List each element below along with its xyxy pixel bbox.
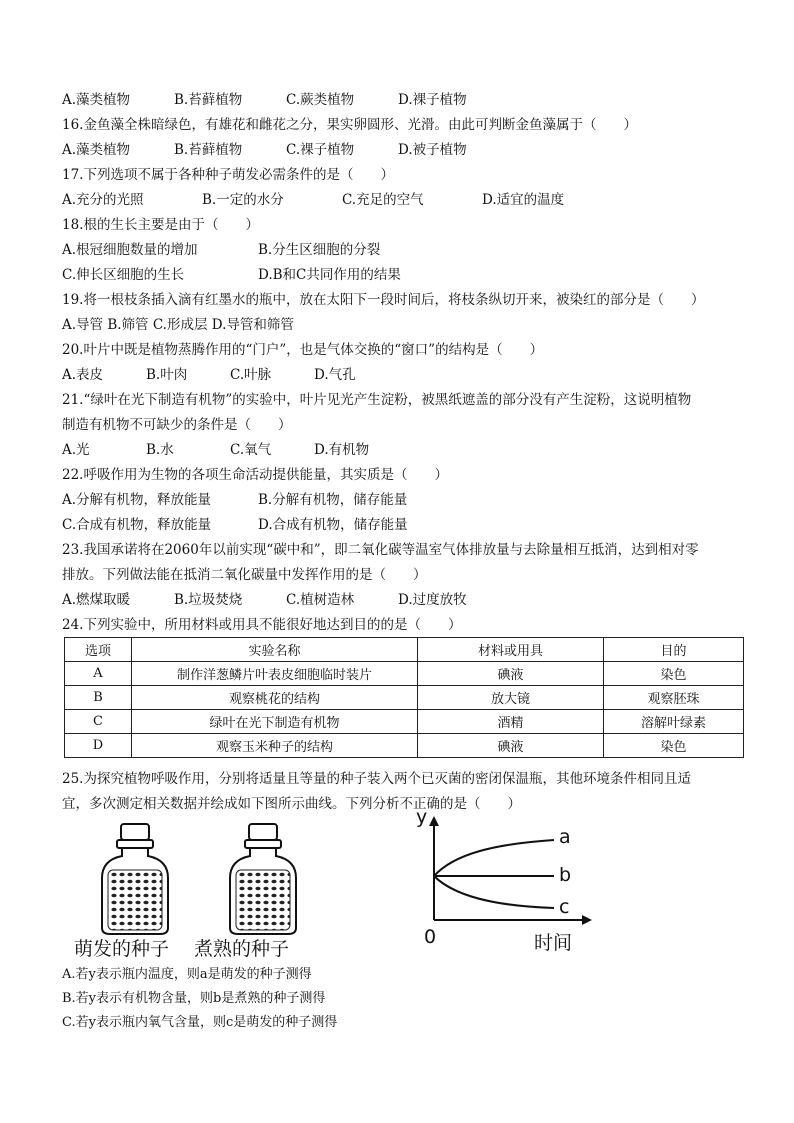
cell-option: D [65, 734, 132, 758]
bottles-figure [62, 822, 322, 962]
cell-purpose: 染色 [604, 734, 744, 758]
curve-c-label: c [559, 896, 570, 918]
curve-a [434, 840, 554, 876]
bottle-germinating-label: 萌发的种子 [74, 938, 170, 960]
q24-stem: 24.下列实验中，所用材料或用具不能很好地达到目的的是（ ） [62, 617, 462, 633]
q15-options [62, 91, 467, 109]
q25-option-b: B.若y表示有机物含量，则b是煮熟的种子测得 [62, 991, 326, 1006]
q19-stem: 19.将一根枝条插入滴有红墨水的瓶中，放在太阳下一段时间后，将枝条纵切开来，被染红的部分是（ ） [62, 292, 705, 308]
table-row [65, 686, 744, 710]
q23-stem: 23.我国承诺将在2060年以前实现“碳中和”，即二氧化碳等温室气体排放量与去除量相互抵消，达到相对零 [62, 542, 699, 558]
option-d: D.合成有机物，储存能量 [258, 517, 408, 533]
option-d: D.过度放牧 [398, 592, 467, 608]
table-row [65, 734, 744, 758]
cell-experiment: 观察桃花的结构 [132, 686, 418, 710]
option-a: A.充分的光照 [62, 192, 144, 208]
cell-purpose: 染色 [604, 662, 744, 686]
table-row [65, 662, 744, 686]
q21-options [62, 441, 369, 459]
option-c: C.充足的空气 [342, 192, 424, 208]
cell-experiment: 制作洋葱鳞片叶表皮细胞临时装片 [132, 662, 418, 686]
q23-stem-cont: 排放。下列做法能在抵消二氧化碳量中发挥作用的是（ ） [62, 567, 427, 583]
table-row [65, 710, 744, 734]
option-b: B.垃圾焚烧 [174, 592, 243, 608]
header-experiment: 实验名称 [132, 638, 418, 662]
option-c: C.叶脉 [230, 367, 272, 383]
option-c: C.合成有机物，释放能量 [62, 517, 212, 533]
option-c: C.蕨类植物 [286, 92, 355, 108]
cell-option: C [65, 710, 132, 734]
q20-stem: 20.叶片中既是植物蒸腾作用的“门户”，也是气体交换的“窗口”的结构是（ ） [62, 342, 544, 358]
option-a: A.根冠细胞数量的增加 [62, 242, 198, 258]
cell-option: B [65, 686, 132, 710]
option-a: A.藻类植物 [62, 142, 131, 158]
option-c: C.氧气 [230, 442, 272, 458]
option-b: B.苔藓植物 [174, 92, 243, 108]
q16-stem: 16.金鱼藻全株暗绿色，有雄花和雌花之分，果实卵圆形、光滑。由此可判断金鱼藻属于（ ） [62, 117, 637, 133]
q19-options: A.导管 B.筛管 C.形成层 D.导管和筛管 [62, 317, 294, 333]
bottle-germinating-icon [102, 824, 168, 934]
y-axis-label: y [416, 806, 428, 828]
q17-stem: 17.下列选项不属于各种种子萌发必需条件的是（ ） [62, 167, 394, 183]
q21-stem: 21.“绿叶在光下制造有机物”的实验中，叶片见光产生淀粉，被黑纸遮盖的部分没有产生淀粉，这说明植物 [62, 392, 692, 408]
q25-option-c: C.若y表示瓶内氧气含量，则c是萌发的种子测得 [62, 1015, 338, 1030]
q18-options-row2 [62, 266, 401, 284]
option-b: B.叶肉 [146, 367, 188, 383]
q21-stem-cont: 制造有机物不可缺少的条件是（ ） [62, 417, 292, 433]
cell-material: 酒精 [418, 710, 604, 734]
option-a: A.表皮 [62, 367, 104, 383]
curve-c [434, 876, 554, 908]
curve-a-label: a [559, 826, 571, 848]
cell-purpose: 溶解叶绿素 [604, 710, 744, 734]
curve-graph [414, 806, 604, 960]
option-c: C.植树造林 [286, 592, 355, 608]
q17-options [62, 191, 564, 209]
q23-options [62, 591, 467, 609]
cell-material: 放大镜 [418, 686, 604, 710]
q24-table [64, 637, 744, 758]
option-d: D.气孔 [314, 367, 356, 383]
x-axis-label: 时间 [534, 932, 573, 954]
option-b: B.水 [146, 442, 174, 458]
table-header-row [65, 638, 744, 662]
header-material: 材料或用具 [418, 638, 604, 662]
header-option: 选项 [65, 638, 132, 662]
option-a: A.光 [62, 442, 90, 458]
option-d: D.裸子植物 [398, 92, 467, 108]
option-d: D.B和C共同作用的结果 [258, 267, 401, 283]
q22-stem: 22.呼吸作用为生物的各项生命活动提供能量，其实质是（ ） [62, 467, 448, 483]
q25-stem-cont: 宜，多次测定相关数据并绘成如下图所示曲线。下列分析不正确的是（ ） [62, 796, 521, 812]
option-a: A.分解有机物，释放能量 [62, 492, 212, 508]
q18-options-row1 [62, 241, 380, 259]
option-a: A.藻类植物 [62, 92, 131, 108]
q25-stem: 25.为探究植物呼吸作用，分别将适量且等量的种子装入两个已灭菌的密闭保温瓶，其他环境条件相同且适 [62, 771, 691, 787]
q22-options-row1 [62, 491, 407, 509]
option-d: D.有机物 [314, 442, 370, 458]
cell-experiment: 绿叶在光下制造有机物 [132, 710, 418, 734]
option-b: B.苔藓植物 [174, 142, 243, 158]
cell-purpose: 观察胚珠 [604, 686, 744, 710]
curve-b-label: b [559, 864, 572, 886]
option-c: C.伸长区细胞的生长 [62, 267, 185, 283]
option-c: C.裸子植物 [286, 142, 355, 158]
cell-material: 碘液 [418, 734, 604, 758]
q22-options-row2 [62, 516, 408, 534]
option-b: B.分生区细胞的分裂 [258, 242, 381, 258]
q18-stem: 18.根的生长主要是由于（ ） [62, 217, 259, 233]
option-a: A.燃煤取暖 [62, 592, 131, 608]
cell-experiment: 观察玉米种子的结构 [132, 734, 418, 758]
header-purpose: 目的 [604, 638, 744, 662]
bottle-boiled-label: 煮熟的种子 [194, 938, 290, 960]
q16-options [62, 141, 467, 159]
graph-axes [414, 812, 604, 960]
option-d: D.适宜的温度 [482, 192, 565, 208]
option-b: B.一定的水分 [202, 192, 284, 208]
option-b: B.分解有机物，储存能量 [258, 492, 408, 508]
origin-label: 0 [424, 926, 437, 948]
cell-option: A [65, 662, 132, 686]
q25-option-a: A.若y表示瓶内温度，则a是萌发的种子测得 [62, 967, 312, 982]
bottle-boiled-icon [230, 824, 296, 934]
cell-material: 碘液 [418, 662, 604, 686]
q20-options [62, 366, 356, 384]
option-d: D.被子植物 [398, 142, 467, 158]
